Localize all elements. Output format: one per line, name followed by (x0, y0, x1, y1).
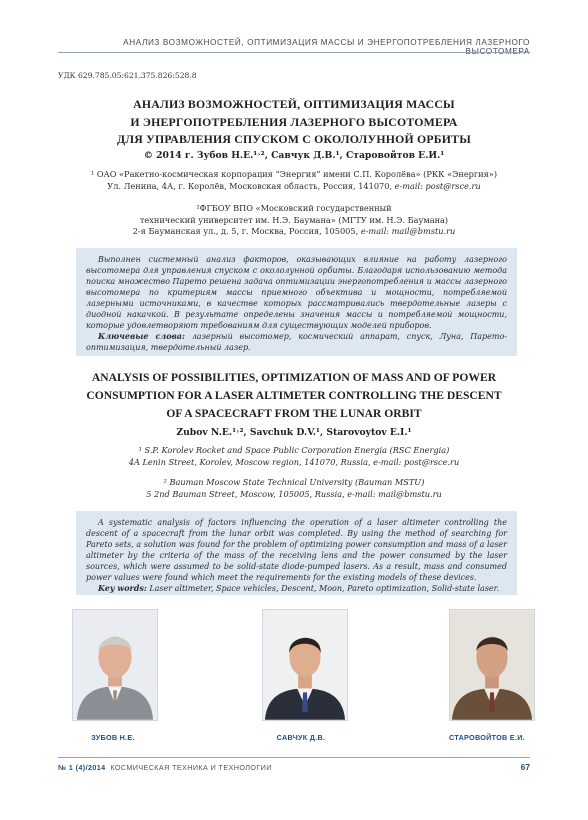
authors-ru: © 2014 г. Зубов Н.Е.¹˒², Савчук Д.В.¹, Старовойтов Е.И.¹ (143, 150, 445, 161)
photo-caption: СТАРОВОЙТОВ Е.И. (449, 733, 525, 742)
affiliation-line: 2-я Бауманская ул., д. 5, г. Москва, Россия, 105005, e-mail: mail@bmstu.ru (132, 226, 456, 237)
author-photo-starovoytov (449, 609, 535, 721)
affiliation-ru-2 (58, 203, 530, 238)
portrait-photo-icon (450, 610, 534, 720)
affiliation-line: ²ФГБОУ ВПО «Московский государственный (196, 203, 392, 213)
keywords-list: лазерный высотомер, космический аппарат, спуск, Луна, Парето-оптимизация, твердотельный лазер. (86, 332, 507, 352)
title-ru-line: ДЛЯ УПРАВЛЕНИЯ СПУСКОМ С ОКОЛОЛУННОЙ ОРБИТЫ (116, 132, 472, 146)
title-en-line: OF A SPACECRAFT FROM THE LUNAR ORBIT (166, 407, 422, 420)
keywords-list: Laser altimeter, Space vehicles, Descent, Moon, Pareto optimization, Solid-state laser. (146, 584, 500, 593)
abstract-text: Выполнен системный анализ факторов, оказывающих влияние на работу лазерного высотомера для управления спуском с окололунной орбиты. Благодаря использованию метода поиска множество Парето решена задача оптимизации энергопотребления и массы лазерного высотомера по критериям массы приемного объектива и мощности, потребляемой лазерными источниками, в качестве которых рассматривались твердотельные лазеры с диодной накачкой. В результате определены значения массы и потребляемой мощности, которые удовлетворяют требованиям для существующих моделей приборов. (86, 255, 507, 330)
title-ru-line: АНАЛИЗ ВОЗМОЖНОСТЕЙ, ОПТИМИЗАЦИЯ МАССЫ (133, 97, 455, 111)
title-ru (58, 96, 530, 149)
header-divider (58, 52, 530, 53)
author-photo-zubov (72, 609, 158, 721)
running-header: АНАЛИЗ ВОЗМОЖНОСТЕЙ, ОПТИМИЗАЦИЯ МАССЫ И ЭНЕРГОПОТРЕБЛЕНИЯ ЛАЗЕРНОГО ВЫСОТОМЕРА (123, 38, 530, 56)
author-photo-savchuk (262, 609, 348, 721)
affiliation-ru-1 (58, 169, 530, 192)
affiliation-line: Ул. Ленина, 4А, г. Королёв, Московская область, Россия, 141070, e-mail: post@rsce.ru (107, 180, 481, 191)
footer-journal (58, 763, 272, 772)
affiliation-line: ¹ ОАО «Ракетно-космическая корпорация “Энергия” имени С.П. Королёва» (РКК «Энергия») (90, 169, 498, 179)
keywords-en (86, 583, 507, 594)
affiliation-line: 5 2nd Bauman Street, Moscow, 105005, Russia, e-mail: mail@bmstu.ru (146, 488, 442, 499)
issue-number: № 1 (4)/2014 (58, 763, 106, 772)
affiliation-en-2 (58, 477, 530, 500)
title-ru-line: И ЭНЕРГОПОТРЕБЛЕНИЯ ЛАЗЕРНОГО ВЫСОТОМЕРА (130, 114, 458, 129)
email-link[interactable]: e-mail: mail@bmstu.ru (360, 226, 456, 237)
title-en (58, 369, 530, 423)
email-link[interactable]: e-mail: post@rsce.ru (394, 180, 481, 191)
footer-divider (58, 757, 530, 758)
portrait-photo-icon (263, 610, 347, 720)
keywords-label: Key words: (98, 583, 147, 593)
title-en-line: CONSUMPTION FOR A LASER ALTIMETER CONTROLLING THE DESCENT (86, 389, 502, 402)
author-photos (62, 609, 532, 724)
udc-code: УДК 629.785.05:621.375.826:528.8 (58, 71, 197, 80)
affiliation-line: технический университет им. Н.Э. Баумана» (МГТУ им. Н.Э. Баумана) (139, 214, 449, 225)
journal-name: КОСМИЧЕСКАЯ ТЕХНИКА И ТЕХНОЛОГИИ (110, 763, 272, 772)
abstract-text: A systematic analysis of factors influencing the operation of a laser altimeter controlling the descent of a spacecraft from the lunar orbit was completed. By using the method of searching for Pareto sets, a solution was found for the problem of optimizing power consumption and mass of a laser altimeter by the criteria of the mass of the receiving lens and the power consumed by the laser sources, which were assumed to be solid-state diode-pumped lasers. As a result, mass and consumed power values were found which meet the requirements for the existing models of these devices. (86, 518, 507, 582)
abstract-ru (76, 248, 517, 356)
keywords-label: Ключевые слова: (98, 331, 185, 341)
abstract-en (76, 511, 517, 595)
page-number: 67 (520, 762, 530, 772)
affiliation-line: ¹ S.P. Korolev Rocket and Space Public Corporation Energia (RSC Energia) (138, 445, 450, 455)
portrait-photo-icon (73, 610, 157, 720)
keywords-ru (86, 331, 507, 353)
affiliation-line: ² Bauman Moscow State Technical University (Bauman MSTU) (163, 477, 425, 487)
affiliation-line: 4A Lenin Street, Korolev, Moscow region, 141070, Russia, e-mail: post@rsce.ru (128, 456, 460, 467)
authors-en: Zubov N.E.¹˒², Savchuk D.V.¹, Starovoytov E.I.¹ (176, 427, 412, 438)
affiliation-en-1 (58, 445, 530, 468)
photo-caption: САВЧУК Д.В. (276, 733, 326, 742)
title-en-line: ANALYSIS OF POSSIBILITIES, OPTIMIZATION OF MASS AND OF POWER (91, 371, 497, 384)
photo-caption: ЗУБОВ Н.Е. (91, 733, 135, 742)
